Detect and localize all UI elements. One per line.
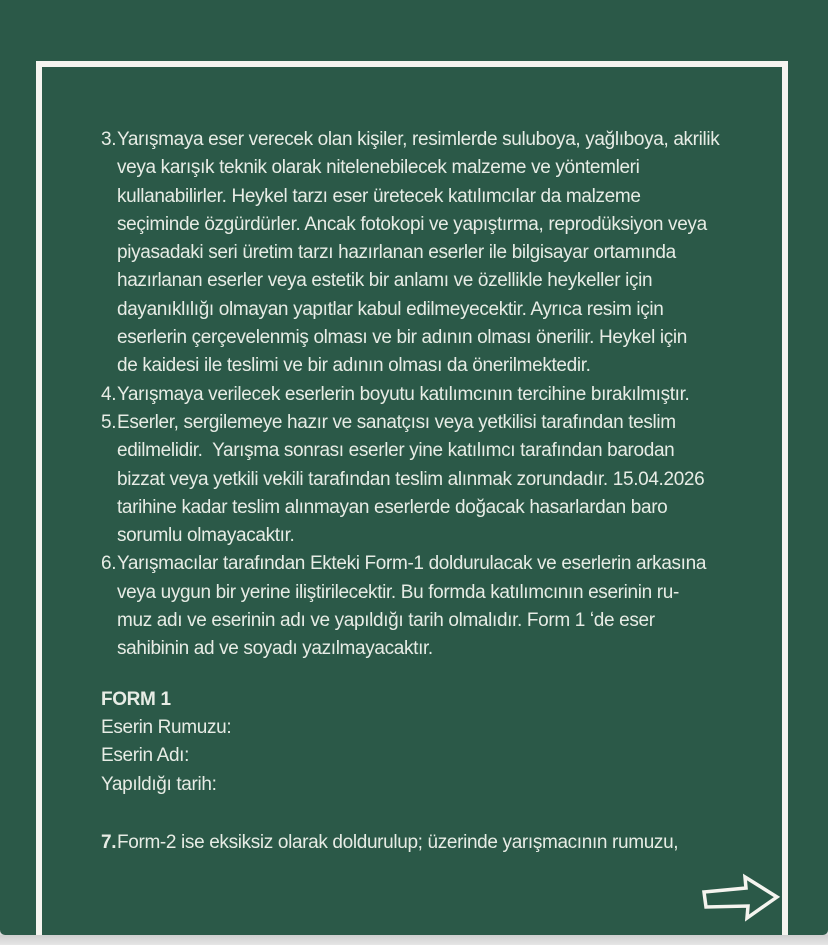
- rule-text: [117, 829, 761, 857]
- rule7-container: [101, 829, 761, 857]
- rule-line: Form-2 ise eksiksiz olarak doldurulup; üzerinde yarışmacının rumuzu,: [117, 831, 679, 853]
- rule-item: [101, 381, 761, 409]
- rule-line: dayanıklılığı olmayan yapıtlar kabul edilmeyecektir. Ayrıca resim için: [117, 298, 664, 320]
- rule-line: kullanabilirler. Heykel tarzı eser üretecek katılımcılar da malzeme: [117, 185, 641, 207]
- form-section: [101, 686, 761, 799]
- form-field-label: Eserin Rumuzu:: [101, 716, 232, 738]
- form-fields: [101, 714, 761, 799]
- rule-number: 3.: [101, 129, 117, 150]
- form-field-label: Yapıldığı tarih:: [101, 773, 217, 795]
- rule-line: eserlerin çerçevelenmiş olması ve bir adının olması önerilir. Heykel için: [117, 327, 688, 349]
- rule-number: 4.: [101, 383, 117, 405]
- rule-line: muz adı ve eserinin adı ve yapıldığı tarih olmalıdır. Form 1 ʻde eser: [117, 610, 655, 632]
- rule-item: [101, 829, 761, 857]
- rule-line: seçiminde özgürdürler. Ancak fotokopi ve yapıştırma, reprodüksiyon veya: [117, 213, 707, 235]
- form-field-label: Eserin Adı:: [101, 745, 190, 767]
- rule-number: 5.: [101, 411, 117, 433]
- next-page-arrow-icon[interactable]: [700, 871, 782, 925]
- rule-line: piyasadaki seri üretim tarzı hazırlanan eserler ile bilgisayar ortamında: [117, 242, 676, 264]
- rule-line: edilmelidir. Yarışma sonrası eserler yine katılımcı tarafından barodan: [117, 440, 675, 462]
- rule-line: Yarışmaya eser verecek olan kişiler, resimlerde suluboya, yağlıboya, akrilik: [117, 129, 720, 150]
- rule-text: [117, 381, 761, 409]
- rule-line: de kaidesi ile teslimi ve bir adının olması da önerilmektedir.: [117, 355, 591, 377]
- rule-line: Eserler, sergilemeye hazır ve sanatçısı veya yetkilisi tarafından teslim: [117, 411, 676, 433]
- rule-line: hazırlanan eserler veya estetik bir anlamı ve özellikle heykeller için: [117, 270, 653, 292]
- rule-item: [101, 409, 761, 550]
- rule-line: veya uygun bir yerine iliştirilecektir. Bu formda katılımcının eserinin ru-: [117, 581, 679, 603]
- rule-line: tarihine kadar teslim alınmayan eserlerde doğacak hasarlardan baro: [117, 496, 668, 518]
- rule-text: [117, 550, 761, 663]
- rule-text: [117, 126, 761, 381]
- rule-item: [101, 550, 761, 663]
- form-heading: FORM 1: [101, 688, 171, 710]
- rule-line: Yarışmaya verilecek eserlerin boyutu katılımcının tercihine bırakılmıştır.: [117, 383, 690, 405]
- page-bottom-edge: [0, 935, 828, 945]
- rule-text: [117, 409, 761, 550]
- rule-line: sorumlu olmayacaktır.: [117, 525, 295, 547]
- rules-list: [101, 126, 761, 664]
- rule-number: 6.: [101, 553, 117, 575]
- rule-line: Yarışmacılar tarafından Ekteki Form-1 doldurulacak ve eserlerin arkasına: [117, 553, 707, 575]
- rule-line: sahibinin ad ve soyadı yazılmayacaktır.: [117, 638, 433, 660]
- rule-item: [101, 126, 761, 381]
- rule-line: veya karışık teknik olarak nitelenebilecek malzeme ve yöntemleri: [117, 157, 640, 179]
- content-area: [101, 126, 761, 857]
- rule-line: bizzat veya yetkili vekili tarafından teslim alınmak zorundadır. 15.04.2026: [117, 468, 705, 490]
- rule-number: 7.: [101, 831, 117, 853]
